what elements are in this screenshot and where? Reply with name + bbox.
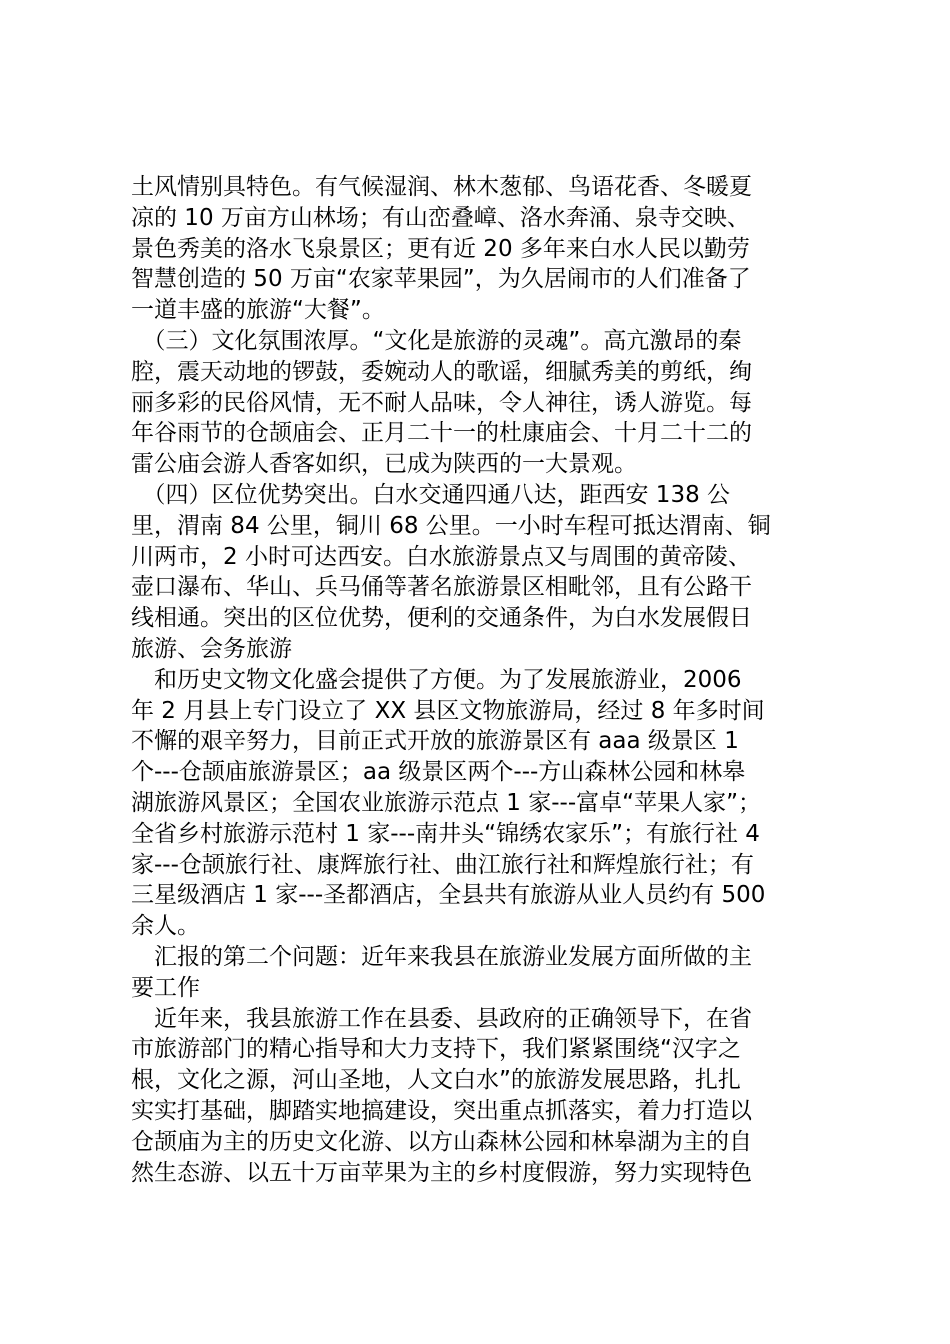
text-line: 要工作 <box>131 974 200 1001</box>
text-line: 市旅游部门的精心指导和大力支持下，我们紧紧围绕“汉字之 <box>131 1036 741 1063</box>
text-line: 智慧创造的 50 万亩“农家苹果园”，为久居闹市的人们准备了 <box>131 266 751 293</box>
text-line: 近年来，我县旅游工作在县委、县政府的正确领导下，在省 <box>131 1005 752 1032</box>
text-line: 雷公庙会游人香客如织，已成为陕西的一大景观。 <box>131 451 637 478</box>
text-line: 腔，震天动地的锣鼓，委婉动人的歌谣，细腻秀美的剪纸，绚 <box>131 358 752 385</box>
text-line: 然生态游、以五十万亩苹果为主的乡村度假游，努力实现特色 <box>131 1159 752 1186</box>
text-line: 和历史文物文化盛会提供了方便。为了发展旅游业，2006 <box>131 666 742 693</box>
text-line: 壶口瀑布、华山、兵马俑等著名旅游景区相毗邻，且有公路干 <box>131 574 752 601</box>
text-line: 年 2 月县上专门设立了 XX 县区文物旅游局，经过 8 年多时间 <box>131 697 765 724</box>
text-line: 余人。 <box>131 913 200 940</box>
text-line: 实实打基础，脚踏实地搞建设，突出重点抓落实，着力打造以 <box>131 1097 752 1124</box>
text-line: （四）区位优势突出。白水交通四通八达，距西安 138 公 <box>131 481 731 508</box>
text-line: 线相通。突出的区位优势，便利的交通条件，为白水发展假日 <box>131 605 752 632</box>
text-line: 根，文化之源，河山圣地，人文白水”的旅游发展思路，扎扎 <box>131 1067 741 1094</box>
text-line: 年谷雨节的仓颉庙会、正月二十一的杜康庙会、十月二十二的 <box>131 420 752 447</box>
text-line: 土风情别具特色。有气候湿润、林木葱郁、鸟语花香、冬暖夏 <box>131 174 752 200</box>
text-line: 不懈的艰辛努力，目前正式开放的旅游景区有 aaa 级景区 1 <box>131 728 739 755</box>
text-line: 全省乡村旅游示范村 1 家---南井头“锦绣农家乐”；有旅行社 4 <box>131 820 760 847</box>
text-line: 一道丰盛的旅游“大餐”。 <box>131 297 385 324</box>
text-line: 家---仓颉旅行社、康辉旅行社、曲江旅行社和辉煌旅行社；有 <box>131 851 754 878</box>
text-line: 汇报的第二个问题：近年来我县在旅游业发展方面所做的主 <box>131 943 752 970</box>
text-line: 里，渭南 84 公里，铜川 68 公里。一小时车程可抵达渭南、铜 <box>131 512 771 539</box>
text-line: 三星级酒店 1 家---圣都酒店，全县共有旅游从业人员约有 500 <box>131 882 766 909</box>
text-line: 凉的 10 万亩方山林场；有山峦叠嶂、洛水奔涌、泉寺交映、 <box>131 204 750 231</box>
text-line: 湖旅游风景区；全国农业旅游示范点 1 家---富卓“苹果人家”； <box>131 789 761 816</box>
text-line: 旅游、会务旅游 <box>131 635 292 662</box>
text-line: 丽多彩的民俗风情，无不耐人品味，令人神往，诱人游览。每 <box>131 389 752 416</box>
text-line: 川两市，2 小时可达西安。白水旅游景点又与周围的黄帝陵、 <box>131 543 751 570</box>
text-line: 景色秀美的洛水飞泉景区；更有近 20 多年来白水人民以勤劳 <box>131 235 750 262</box>
text-line: 个---仓颉庙旅游景区；aa 级景区两个---方山森林公园和林皋 <box>131 759 746 786</box>
document-body <box>131 172 831 1188</box>
text-line: 仓颉庙为主的历史文化游、以方山森林公园和林皋湖为主的自 <box>131 1128 752 1155</box>
text-line: （三）文化氛围浓厚。“文化是旅游的灵魂”。高亢激昂的秦 <box>131 327 742 354</box>
